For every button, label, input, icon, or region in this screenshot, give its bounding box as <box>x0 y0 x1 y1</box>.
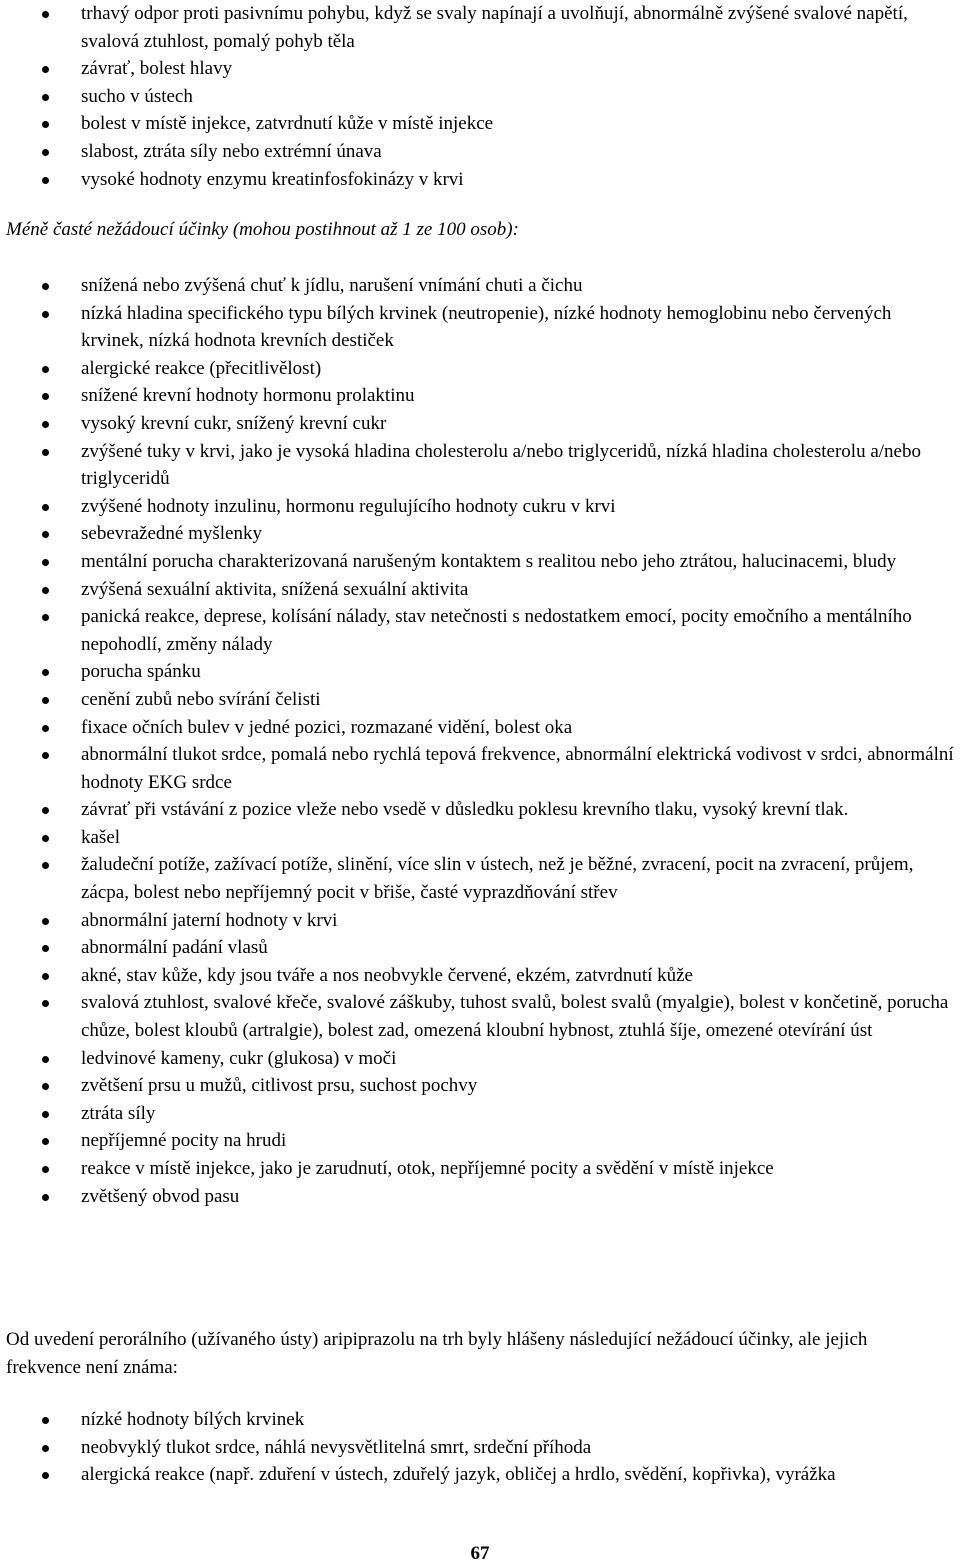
list-item: vysoký krevní cukr, snížený krevní cukr <box>0 410 960 438</box>
list-item: snížené krevní hodnoty hormonu prolaktinu <box>0 382 960 410</box>
list-item: bolest v místě injekce, zatvrdnutí kůže v místě injekce <box>0 110 960 138</box>
list-item: fixace očních bulev v jedné pozici, rozmazané vidění, bolest oka <box>0 714 960 742</box>
list-item: ledvinové kameny, cukr (glukosa) v moči <box>0 1045 960 1073</box>
list-item: mentální porucha charakterizovaná narušeným kontaktem s realitou nebo jeho ztrátou, halucinacemi, bludy <box>0 548 960 576</box>
list-item: cenění zubů nebo svírání čelisti <box>0 686 960 714</box>
list-item: porucha spánku <box>0 658 960 686</box>
list-item: nízké hodnoty bílých krvinek <box>0 1406 960 1434</box>
list-item: abnormální padání vlasů <box>0 934 960 962</box>
list-item: abnormální jaterní hodnoty v krvi <box>0 907 960 935</box>
list-item: žaludeční potíže, zažívací potíže, slinění, více slin v ústech, než je běžné, zvracení, pocit na zvracení, průjem, zácpa, bolest nebo nepříjemný pocit v břiše, časté vyprazdňování střev <box>0 851 960 906</box>
list-item: abnormální tlukot srdce, pomalá nebo rychlá tepová frekvence, abnormální elektrická vodivost v srdci, abnormální hodnoty EKG srdce <box>0 741 960 796</box>
list-item: zvýšené tuky v krvi, jako je vysoká hladina cholesterolu a/nebo triglyceridů, nízká hladina cholesterolu a/nebo triglyceridů <box>0 438 960 493</box>
list-item: závrať, bolest hlavy <box>0 55 960 83</box>
list-item: zvětšený obvod pasu <box>0 1183 960 1211</box>
list-item: kašel <box>0 824 960 852</box>
side-effects-list-uncommon <box>0 272 960 1210</box>
list-item: nepříjemné pocity na hrudi <box>0 1127 960 1155</box>
list-item: svalová ztuhlost, svalové křeče, svalové záškuby, tuhost svalů, bolest svalů (myalgie), bolest v končetině, porucha chůze, bolest kloubů (artralgie), bolest zad, omezená kloubní hybnost, ztuhlá šíje, omezené otevírání úst <box>0 989 960 1044</box>
list-item: zvýšené hodnoty inzulinu, hormonu regulujícího hodnoty cukru v krvi <box>0 493 960 521</box>
list-item: panická reakce, deprese, kolísání nálady, stav netečnosti s nedostatkem emocí, pocity emočního a mentálního nepohodlí, změny nálady <box>0 603 960 658</box>
list-item: akné, stav kůže, kdy jsou tváře a nos neobvykle červené, ekzém, zatvrdnutí kůže <box>0 962 960 990</box>
page-number: 67 <box>470 1543 490 1564</box>
side-effects-list-unknown-frequency <box>0 1406 960 1489</box>
list-item: trhavý odpor proti pasivnímu pohybu, když se svaly napínají a uvolňují, abnormálně zvýšené svalové napětí, svalová ztuhlost, pomalý pohyb těla <box>0 0 960 55</box>
list-item: nízká hladina specifického typu bílých krvinek (neutropenie), nízké hodnoty hemoglobinu nebo červených krvinek, nízká hodnota krevních destiček <box>0 300 960 355</box>
list-item: reakce v místě injekce, jako je zarudnutí, otok, nepříjemné pocity a svědění v místě injekce <box>0 1155 960 1183</box>
list-item: sucho v ústech <box>0 83 960 111</box>
list-item: vysoké hodnoty enzymu kreatinfosfokinázy v krvi <box>0 166 960 194</box>
side-effects-list-common <box>0 0 960 193</box>
list-item: zvýšená sexuální aktivita, snížená sexuální aktivita <box>0 576 960 604</box>
list-item: snížená nebo zvýšená chuť k jídlu, narušení vnímání chuti a čichu <box>0 272 960 300</box>
list-item: sebevražedné myšlenky <box>0 520 960 548</box>
postmarketing-paragraph: Od uvedení perorálního (užívaného ústy) aripiprazolu na trh byly hlášeny následující nežádoucí účinky, ale jejich frekvence není známa: <box>6 1329 868 1378</box>
list-item: alergická reakce (např. zduření v ústech, zduřelý jazyk, obličej a hrdlo, svědění, kopřivka), vyrážka <box>0 1461 960 1489</box>
section-heading-uncommon: Méně časté nežádoucí účinky (mohou postihnout až 1 ze 100 osob): <box>6 219 519 240</box>
list-item: závrať při vstávání z pozice vleže nebo vsedě v důsledku poklesu krevního tlaku, vysoký krevní tlak. <box>0 796 960 824</box>
list-item: neobvyklý tlukot srdce, náhlá nevysvětlitelná smrt, srdeční příhoda <box>0 1434 960 1462</box>
list-item: alergické reakce (přecitlivělost) <box>0 355 960 383</box>
list-item: ztráta síly <box>0 1100 960 1128</box>
list-item: slabost, ztráta síly nebo extrémní únava <box>0 138 960 166</box>
list-item: zvětšení prsu u mužů, citlivost prsu, suchost pochvy <box>0 1072 960 1100</box>
